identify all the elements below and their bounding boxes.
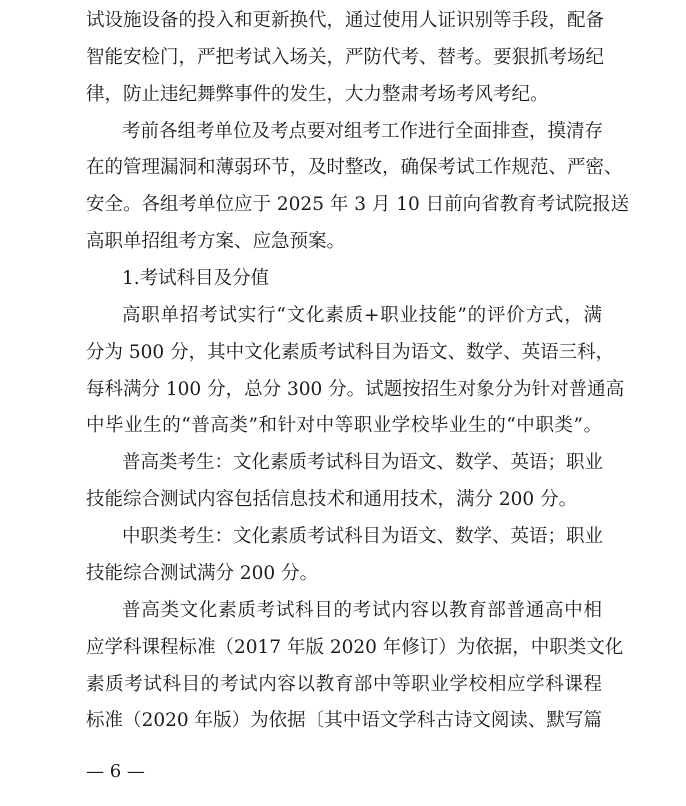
text-line-12: 中毕业生的“普高类”和针对中等职业学校毕业生的“中职类”。 [86, 415, 602, 436]
text-line-20: 标准（2020 年版）为依据〔其中语文学科古诗文阅读、默写篇 [86, 710, 602, 731]
text-line-5: 在的管理漏洞和薄弱环节，及时整改，确保考试工作规范、严密、 [86, 157, 623, 178]
text-line-2: 智能安检门，严把考试入场关，严防代考、替考。要狠抓考场纪 [86, 47, 605, 68]
text-line-1: 试设施设备的投入和更新换代，通过使用人证识别等手段，配备 [86, 10, 605, 31]
text-line-4: 考前各组考单位及考点要对组考工作进行全面排查，摸清存 [122, 121, 604, 142]
text-line-16: 技能综合测试满分 200 分。 [86, 563, 319, 584]
page-number: — 6 — [86, 761, 145, 782]
text-line-15: 中职类考生：文化素质考试科目为语文、数学、英语；职业 [122, 526, 604, 547]
text-line-19: 素质考试科目的考试内容以教育部中等职业学校相应学科课程 [86, 674, 602, 695]
text-line-14: 技能综合测试内容包括信息技术和通用技术，满分 200 分。 [86, 489, 578, 510]
text-line-10: 分为 500 分，其中文化素质考试科目为语文、数学、英语三科， [86, 342, 615, 363]
text-line-6: 安全。各组考单位应于 2025 年 3 月 10 日前向省教育考试院报送 [86, 194, 630, 215]
text-line-11: 每科满分 100 分，总分 300 分。试题按招生对象分为针对普通高 [86, 379, 625, 400]
section-heading: 1.考试科目及分值 [122, 268, 270, 289]
text-line-18: 应学科课程标准（2017 年版 2020 年修订）为依据，中职类文化 [86, 637, 624, 658]
text-line-17: 普高类文化素质考试科目的考试内容以教育部普通高中相 [122, 600, 602, 621]
text-line-9: 高职单招考试实行“文化素质+职业技能”的评价方式，满 [122, 305, 602, 326]
text-line-3: 律，防止违纪舞弊事件的发生，大力整肃考场考风考纪。 [86, 84, 549, 105]
text-line-13: 普高类考生：文化素质考试科目为语文、数学、英语；职业 [122, 452, 604, 473]
text-line-7: 高职单招组考方案、应急预案。 [86, 231, 346, 252]
